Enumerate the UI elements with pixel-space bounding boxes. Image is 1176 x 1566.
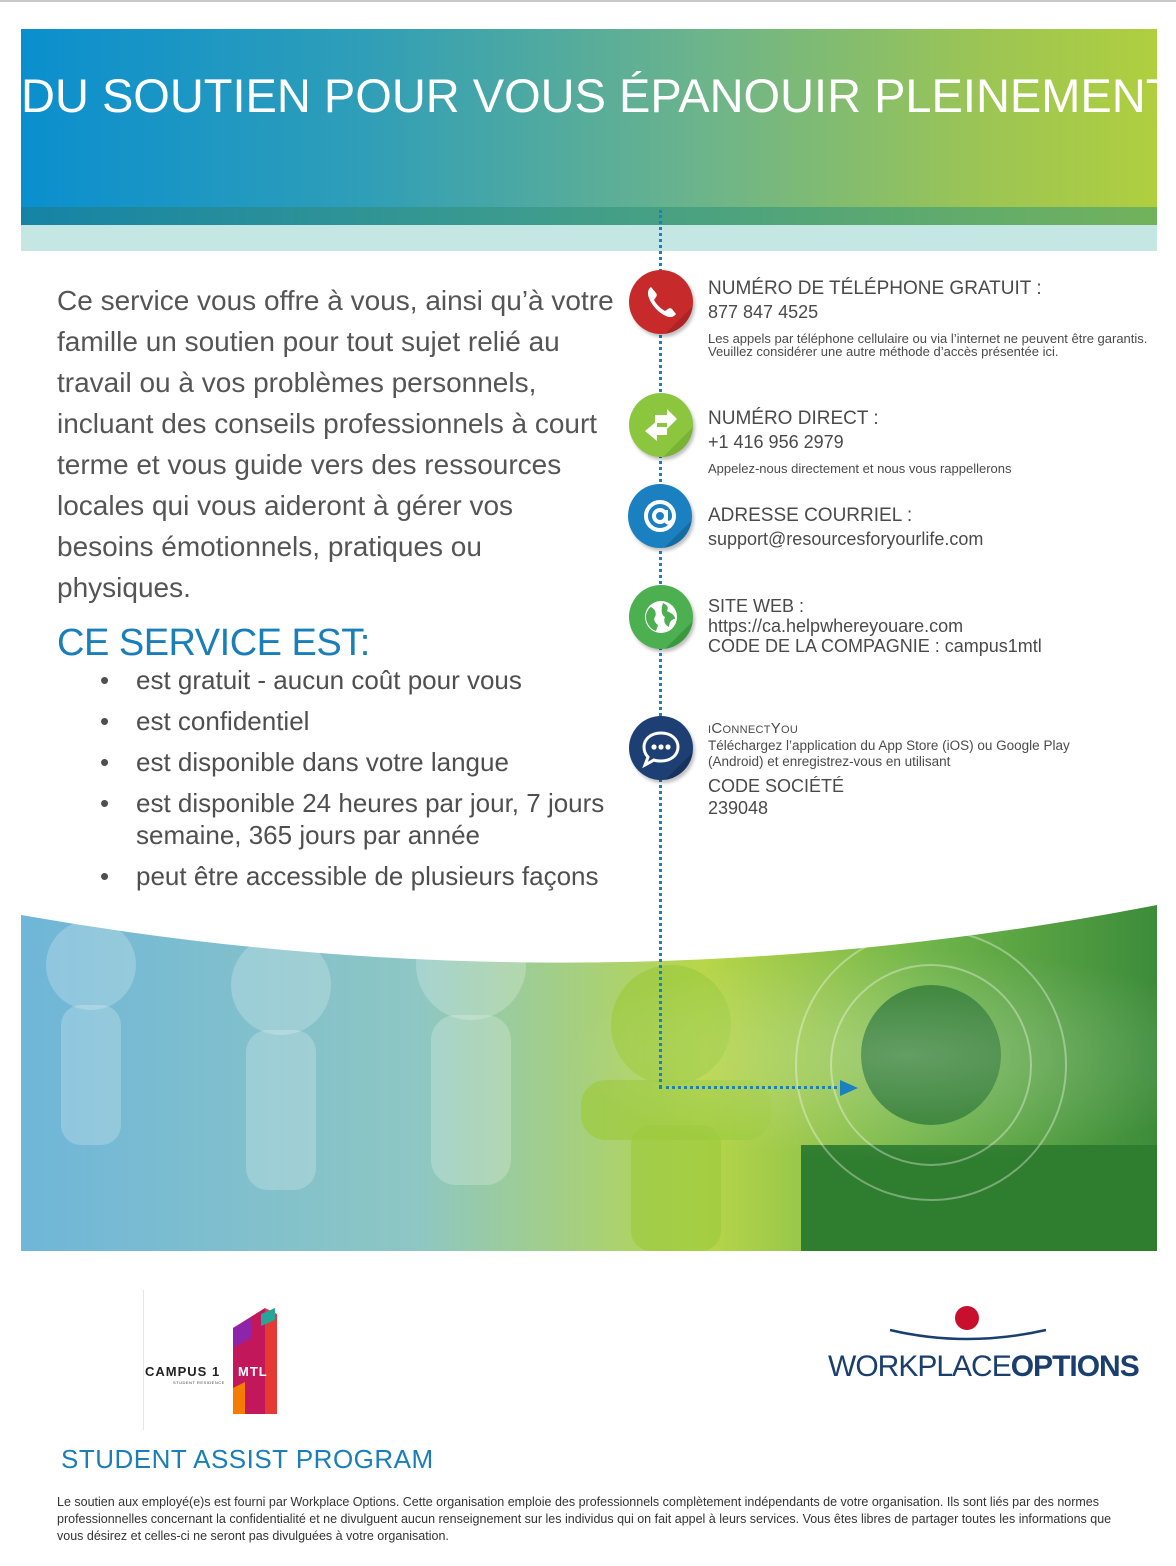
web-contact — [708, 596, 1148, 656]
phone-icon[interactable] — [629, 270, 693, 334]
top-border — [0, 0, 1176, 2]
web-label: SITE WEB : — [708, 596, 805, 616]
service-list — [100, 664, 660, 901]
swap-arrows-icon[interactable] — [629, 393, 693, 457]
email-address[interactable]: support@resourcesforyourlife.com — [708, 529, 984, 549]
footer-disclaimer: Le soutien aux employé(e)s est fourni par Workplace Options. Cette organisation emploie des professionnels complètement indépendants de votre organisation. Ils sont liés par des normes professionnelles concernant la confidentialité et ne divulguent aucun renseignement sur les individus qui on fait appel à leurs services. Vous êtes libres de partager toutes les informations que vous désirez et celles-ci ne seront pas divulguées à votre organisation. — [57, 1495, 1112, 1543]
bullet-icon: • — [100, 747, 110, 777]
service-item: • peut être accessible de plusieurs façons — [100, 861, 599, 891]
bullet-icon: • — [100, 665, 110, 695]
direct-contact — [708, 408, 1148, 475]
campus1-subtitle: STUDENT RESIDENCE — [173, 1380, 225, 1385]
email-label: ADRESSE COURRIEL : — [708, 505, 913, 526]
direct-note: Appelez-nous directement et nous vous rappellerons — [708, 461, 1012, 476]
banner-pale-stripe — [21, 225, 1157, 251]
company-code: CODE DE LA COMPAGNIE : campus1mtl — [708, 636, 1042, 656]
banner-stripe — [21, 207, 1157, 225]
phone-label: NUMÉRO DE TÉLÉPHONE GRATUIT : — [708, 278, 1042, 299]
intro-paragraph: Ce service vous offre à vous, ainsi qu’à votre famille un soutien pour tout sujet relié au travail ou à vos problèmes personnels, incluant des conseils professionnels à court terme et vous guide vers des ressources locales qui vous aideront à gérer vos besoins émotionnels, pratiques ou physiques. — [57, 285, 614, 603]
app-name: iConnectYou — [708, 720, 799, 737]
chat-bubble-icon[interactable] — [629, 716, 693, 780]
dotted-connector-horizontal — [659, 1086, 844, 1089]
wo-bold: OPTIONS — [1010, 1350, 1139, 1383]
program-title: STUDENT ASSIST PROGRAM — [61, 1444, 434, 1474]
service-item: • est gratuit - aucun coût pour vous — [100, 665, 522, 695]
app-description: Téléchargez l’application du App Store (iOS) ou Google Play (Android) et enregistrez-vous en utilisant — [708, 738, 1070, 769]
campus1-logo — [143, 1290, 283, 1430]
globe-icon[interactable] — [629, 585, 693, 649]
web-url[interactable]: https://ca.helpwhereyouare.com — [708, 616, 964, 636]
at-sign-icon[interactable] — [628, 484, 692, 548]
service-item: • est disponible dans votre langue — [100, 747, 509, 777]
app-code: 239048 — [708, 798, 769, 818]
arrow-right-icon — [840, 1080, 858, 1096]
bullet-icon: • — [100, 788, 110, 818]
page-title: DU SOUTIEN POUR VOUS ÉPANOUIR PLEINEMENT — [21, 69, 1175, 122]
bullet-icon: • — [100, 861, 110, 891]
phone-note: Les appels par téléphone cellulaire ou via l’internet ne peuvent être garantis. Veuillez considérer une autre méthode d’accès présentée ici. — [708, 331, 1148, 359]
wo-light: WORKPLACE — [828, 1350, 1011, 1383]
app-contact — [708, 720, 1148, 819]
app-code-label: CODE SOCIÉTÉ — [708, 776, 845, 796]
campus1-mtl: MTL — [238, 1364, 268, 1379]
workplace-options-logo — [826, 1300, 1139, 1390]
direct-label: NUMÉRO DIRECT : — [708, 408, 879, 429]
service-heading: CE SERVICE EST: — [57, 622, 370, 664]
service-item: • est disponible 24 heures par jour, 7 jours semaine, 365 jours par année — [100, 788, 605, 850]
direct-number[interactable]: +1 416 956 2979 — [708, 432, 844, 452]
bullet-icon: • — [100, 706, 110, 736]
campus1-wordmark: CAMPUS 1 — [145, 1364, 221, 1379]
service-item: • est confidentiel — [100, 706, 310, 736]
email-contact — [708, 505, 1148, 550]
paper-people-image — [21, 895, 1157, 1251]
dotted-connector — [659, 210, 662, 1088]
phone-contact — [708, 278, 1148, 358]
phone-number[interactable]: 877 847 4525 — [708, 302, 819, 322]
